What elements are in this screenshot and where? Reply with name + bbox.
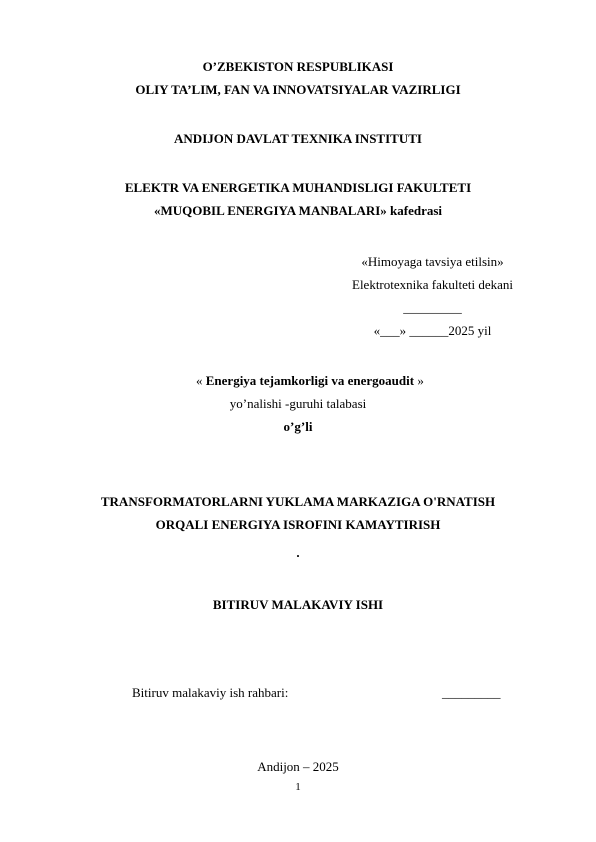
supervisor-label: Bitiruv malakaviy ish rahbari: [132, 685, 289, 700]
direction-open-quote: « [196, 373, 203, 388]
department-suffix: kafedrasi [390, 203, 443, 218]
city-year: Andijon – 2025 [257, 759, 339, 774]
direction-close-quote: » [417, 373, 424, 388]
student-group: yo’nalishi -guruhi talabasi [229, 396, 367, 411]
supervisor-signature: _________ [442, 685, 501, 700]
faculty-heading: ELEKTR VA ENERGETIKA MUHANDISLIGI FAKULTETI [124, 180, 472, 195]
department-heading [0, 203, 596, 219]
approval-date: «___» ______2025 yil [373, 323, 492, 338]
approval-signature: _________ [403, 300, 462, 315]
thesis-title-line2: ORQALI ENERGIYA ISROFINI KAMAYTIRISH [155, 517, 441, 532]
direction-name: Energiya tejamkorligi va energoaudit [205, 373, 415, 388]
thesis-title-line1: TRANSFORMATORLARNI YUKLAMA MARKAZIGA O'RNATISH [100, 494, 496, 509]
approval-recommend: «Himoyaga tavsiya etilsin» [361, 254, 504, 269]
student-direction [196, 373, 424, 389]
ministry-heading: OLIY TA’LIM, FAN VA INNOVATSIYALAR VAZIRLIGI [135, 82, 461, 97]
student-name: o’g’li [283, 419, 313, 434]
institute-heading: ANDIJON DAVLAT TEXNIKA INSTITUTI [174, 131, 422, 146]
work-type: BITIRUV MALAKAVIY ISHI [212, 597, 384, 612]
approval-dean: Elektrotexnika fakulteti dekani [352, 277, 513, 292]
republic-heading: O’ZBEKISTON RESPUBLIKASI [202, 59, 394, 74]
page-number: 1 [295, 781, 301, 793]
thesis-dot: . [296, 545, 300, 560]
department-name: «MUQOBIL ENERGIYA MANBALARI» [153, 203, 387, 218]
